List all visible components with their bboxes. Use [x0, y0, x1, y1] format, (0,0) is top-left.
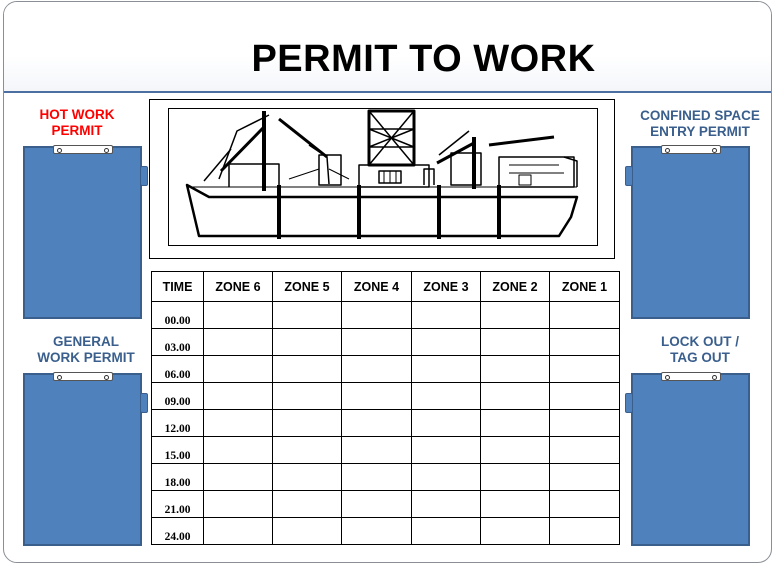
zone-cell[interactable]: [204, 356, 273, 383]
confined-space-permit-label: [625, 108, 775, 140]
zone-cell[interactable]: [412, 518, 481, 545]
column-header-zone-3: ZONE 3: [412, 272, 481, 302]
table-row: [152, 329, 620, 356]
zone-cell[interactable]: [550, 464, 620, 491]
zone-cell[interactable]: [342, 302, 412, 329]
zone-cell[interactable]: [342, 356, 412, 383]
zone-cell[interactable]: [550, 383, 620, 410]
clipboard-tab: [140, 393, 148, 413]
zone-cell[interactable]: [273, 464, 342, 491]
zone-cell[interactable]: [412, 329, 481, 356]
lockout-label-line2: TAG OUT: [670, 350, 730, 365]
column-header-zone-1: ZONE 1: [550, 272, 620, 302]
general-work-permit-clipboard[interactable]: [23, 373, 142, 546]
zone-cell[interactable]: [550, 518, 620, 545]
zone-cell[interactable]: [550, 437, 620, 464]
zone-cell[interactable]: [342, 464, 412, 491]
clipboard-clip-icon: [661, 372, 721, 381]
hot-work-label-line2: PERMIT: [51, 123, 103, 138]
table-row: [152, 491, 620, 518]
time-cell: 15.00: [152, 437, 204, 464]
table-row: [152, 518, 620, 545]
zone-cell[interactable]: [481, 464, 550, 491]
confined-label-line2: ENTRY PERMIT: [650, 124, 750, 139]
header-divider: [4, 91, 771, 93]
zone-cell[interactable]: [204, 329, 273, 356]
zone-cell[interactable]: [550, 491, 620, 518]
zone-cell[interactable]: [481, 410, 550, 437]
table-row: [152, 410, 620, 437]
zone-cell[interactable]: [273, 437, 342, 464]
zone-cell[interactable]: [273, 518, 342, 545]
zone-cell[interactable]: [273, 302, 342, 329]
hot-work-permit-label: [2, 107, 152, 139]
zone-cell[interactable]: [273, 410, 342, 437]
general-work-permit-label: [11, 334, 161, 366]
lockout-label-line1: LOCK OUT /: [661, 334, 739, 349]
column-header-zone-4: ZONE 4: [342, 272, 412, 302]
zone-cell[interactable]: [342, 410, 412, 437]
zone-cell[interactable]: [342, 437, 412, 464]
table-header-row: [152, 272, 620, 302]
zone-cell[interactable]: [412, 491, 481, 518]
clipboard-clip-icon: [661, 145, 721, 154]
lock-out-tag-out-clipboard[interactable]: [631, 373, 750, 546]
zone-cell[interactable]: [412, 356, 481, 383]
time-cell: 18.00: [152, 464, 204, 491]
clipboard-clip-icon: [53, 145, 113, 154]
zone-cell[interactable]: [342, 491, 412, 518]
time-cell: 12.00: [152, 410, 204, 437]
page-title: PERMIT TO WORK: [251, 38, 596, 80]
zone-cell[interactable]: [481, 383, 550, 410]
table-row: [152, 356, 620, 383]
table-row: [152, 302, 620, 329]
confined-space-permit-clipboard[interactable]: [631, 146, 750, 319]
zone-cell[interactable]: [342, 383, 412, 410]
zone-cell[interactable]: [273, 356, 342, 383]
zone-cell[interactable]: [412, 464, 481, 491]
time-cell: 24.00: [152, 518, 204, 545]
zone-cell[interactable]: [550, 356, 620, 383]
column-header-time: TIME: [152, 272, 204, 302]
confined-label-line1: CONFINED SPACE: [640, 108, 760, 123]
zone-cell[interactable]: [204, 437, 273, 464]
zone-cell[interactable]: [481, 491, 550, 518]
hot-work-permit-clipboard[interactable]: [23, 146, 142, 319]
time-cell: 21.00: [152, 491, 204, 518]
zone-schedule-table: [151, 271, 620, 545]
zone-cell[interactable]: [481, 437, 550, 464]
column-header-zone-6: ZONE 6: [204, 272, 273, 302]
general-label-line2: WORK PERMIT: [37, 350, 135, 365]
zone-cell[interactable]: [550, 329, 620, 356]
zone-cell[interactable]: [412, 302, 481, 329]
column-header-zone-2: ZONE 2: [481, 272, 550, 302]
header: [4, 2, 771, 91]
zone-cell[interactable]: [342, 518, 412, 545]
zone-cell[interactable]: [412, 410, 481, 437]
zone-cell[interactable]: [273, 491, 342, 518]
zone-cell[interactable]: [204, 491, 273, 518]
column-header-zone-5: ZONE 5: [273, 272, 342, 302]
clipboard-tab: [140, 166, 148, 186]
zone-cell[interactable]: [273, 383, 342, 410]
ship-icon: [169, 109, 597, 245]
zone-cell[interactable]: [204, 518, 273, 545]
ship-diagram-panel: [168, 108, 598, 246]
zone-cell[interactable]: [204, 383, 273, 410]
zone-cell[interactable]: [412, 437, 481, 464]
zone-cell[interactable]: [481, 356, 550, 383]
zone-cell[interactable]: [204, 410, 273, 437]
clipboard-tab: [625, 166, 633, 186]
clipboard-tab: [625, 393, 633, 413]
zone-cell[interactable]: [481, 518, 550, 545]
zone-cell[interactable]: [481, 302, 550, 329]
zone-cell[interactable]: [481, 329, 550, 356]
zone-cell[interactable]: [273, 329, 342, 356]
zone-cell[interactable]: [412, 383, 481, 410]
zone-cell[interactable]: [342, 329, 412, 356]
time-cell: 00.00: [152, 302, 204, 329]
hot-work-label-line1: HOT WORK: [39, 107, 115, 122]
time-cell: 06.00: [152, 356, 204, 383]
zone-cell[interactable]: [550, 410, 620, 437]
table-row: [152, 437, 620, 464]
time-cell: 09.00: [152, 383, 204, 410]
zone-cell[interactable]: [204, 464, 273, 491]
clipboard-clip-icon: [53, 372, 113, 381]
table-row: [152, 383, 620, 410]
lock-out-tag-out-label: [625, 334, 775, 366]
zone-cell[interactable]: [550, 302, 620, 329]
zone-cell[interactable]: [204, 302, 273, 329]
table-row: [152, 464, 620, 491]
time-cell: 03.00: [152, 329, 204, 356]
general-label-line1: GENERAL: [52, 334, 119, 349]
